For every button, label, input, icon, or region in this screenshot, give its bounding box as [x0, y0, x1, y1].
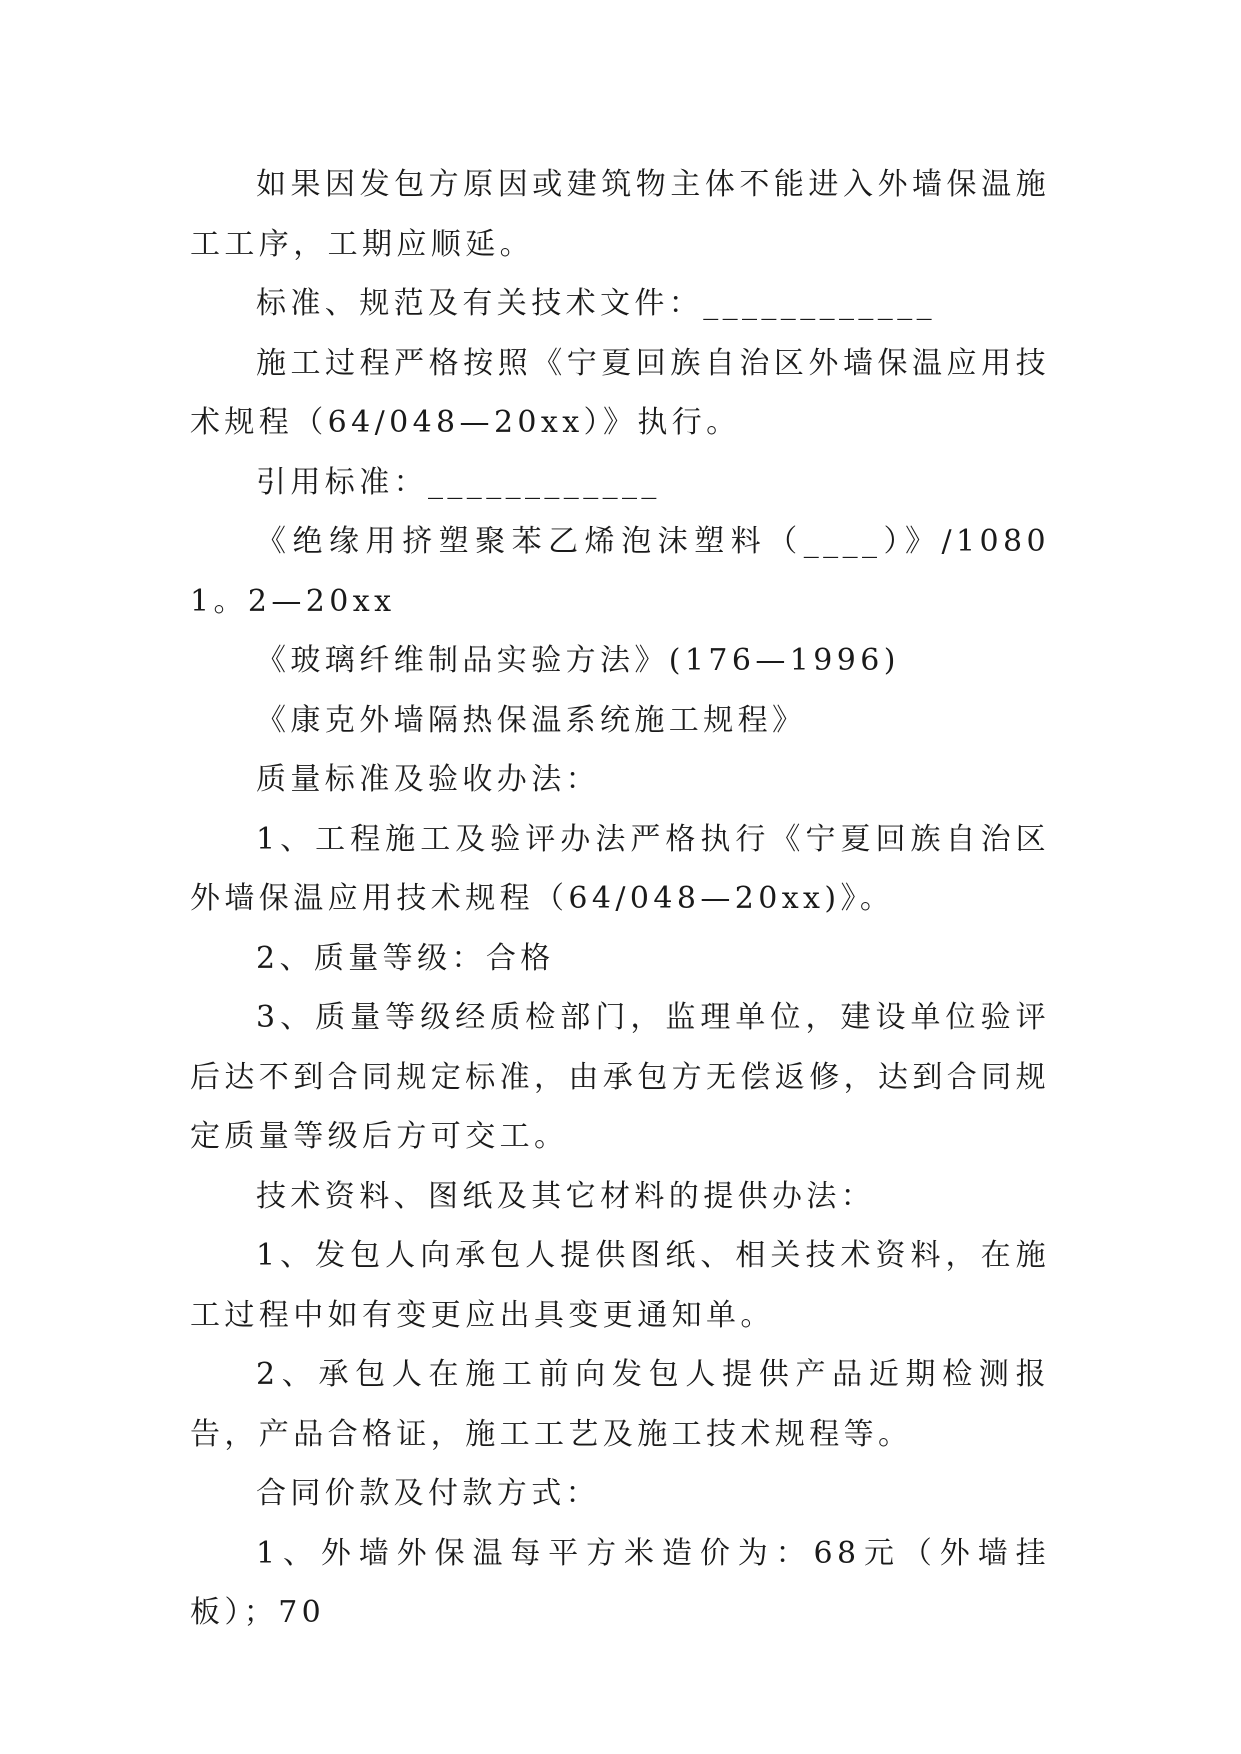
paragraph-schedule-extension: 如果因发包方原因或建筑物主体不能进入外墙保温施工工序，工期应顺延。 — [190, 167, 1050, 262]
paragraph-quality-heading: 质量标准及验收办法： — [256, 762, 600, 797]
paragraph-standard-xps: 《绝缘用挤塑聚苯乙烯泡沫塑料（____）》/10801。2—20xx — [190, 524, 1050, 619]
paragraph-standard-glass-fiber: 《玻璃纤维制品实验方法》(176—1996) — [256, 643, 900, 678]
paragraph-cited-standards-heading: 引用标准：____________ — [256, 464, 661, 500]
paragraph-materials-heading: 技术资料、图纸及其它材料的提供办法： — [256, 1178, 876, 1214]
paragraph-quality-item-3: 3、质量等级经质检部门，监理单位，建设单位验评后达不到合同规定标准，由承包方无偿返修，达到合同规定质量等级后方可交工。 — [190, 1000, 1050, 1154]
paragraph-materials-item-1: 1、发包人向承包人提供图纸、相关技术资料，在施工过程中如有变更应出具变更通知单。 — [190, 1238, 1050, 1333]
paragraph-construction-rules: 施工过程严格按照《宁夏回族自治区外墙保温应用技术规程（64/048—20xx）》执行。 — [190, 345, 1050, 440]
paragraph-payment-item-1: 1、外墙外保温每平方米造价为：68元（外墙挂板）；70 — [190, 1535, 1050, 1630]
paragraph-payment-heading: 合同价款及付款方式： — [256, 1476, 600, 1511]
paragraph-materials-item-2: 2、承包人在施工前向发包人提供产品近期检测报告，产品合格证，施工工艺及施工技术规程等。 — [190, 1357, 1050, 1452]
document-body — [190, 155, 1050, 1643]
paragraph-quality-item-1: 1、工程施工及验评办法严格执行《宁夏回族自治区外墙保温应用技术规程（64/048—20xx)》。 — [190, 821, 1050, 916]
paragraph-standard-kangke: 《康克外墙隔热保温系统施工规程》 — [256, 702, 807, 738]
paragraph-quality-item-2: 2、质量等级：合格 — [256, 940, 555, 976]
paragraph-standards-heading: 标准、规范及有关技术文件：____________ — [256, 286, 936, 321]
